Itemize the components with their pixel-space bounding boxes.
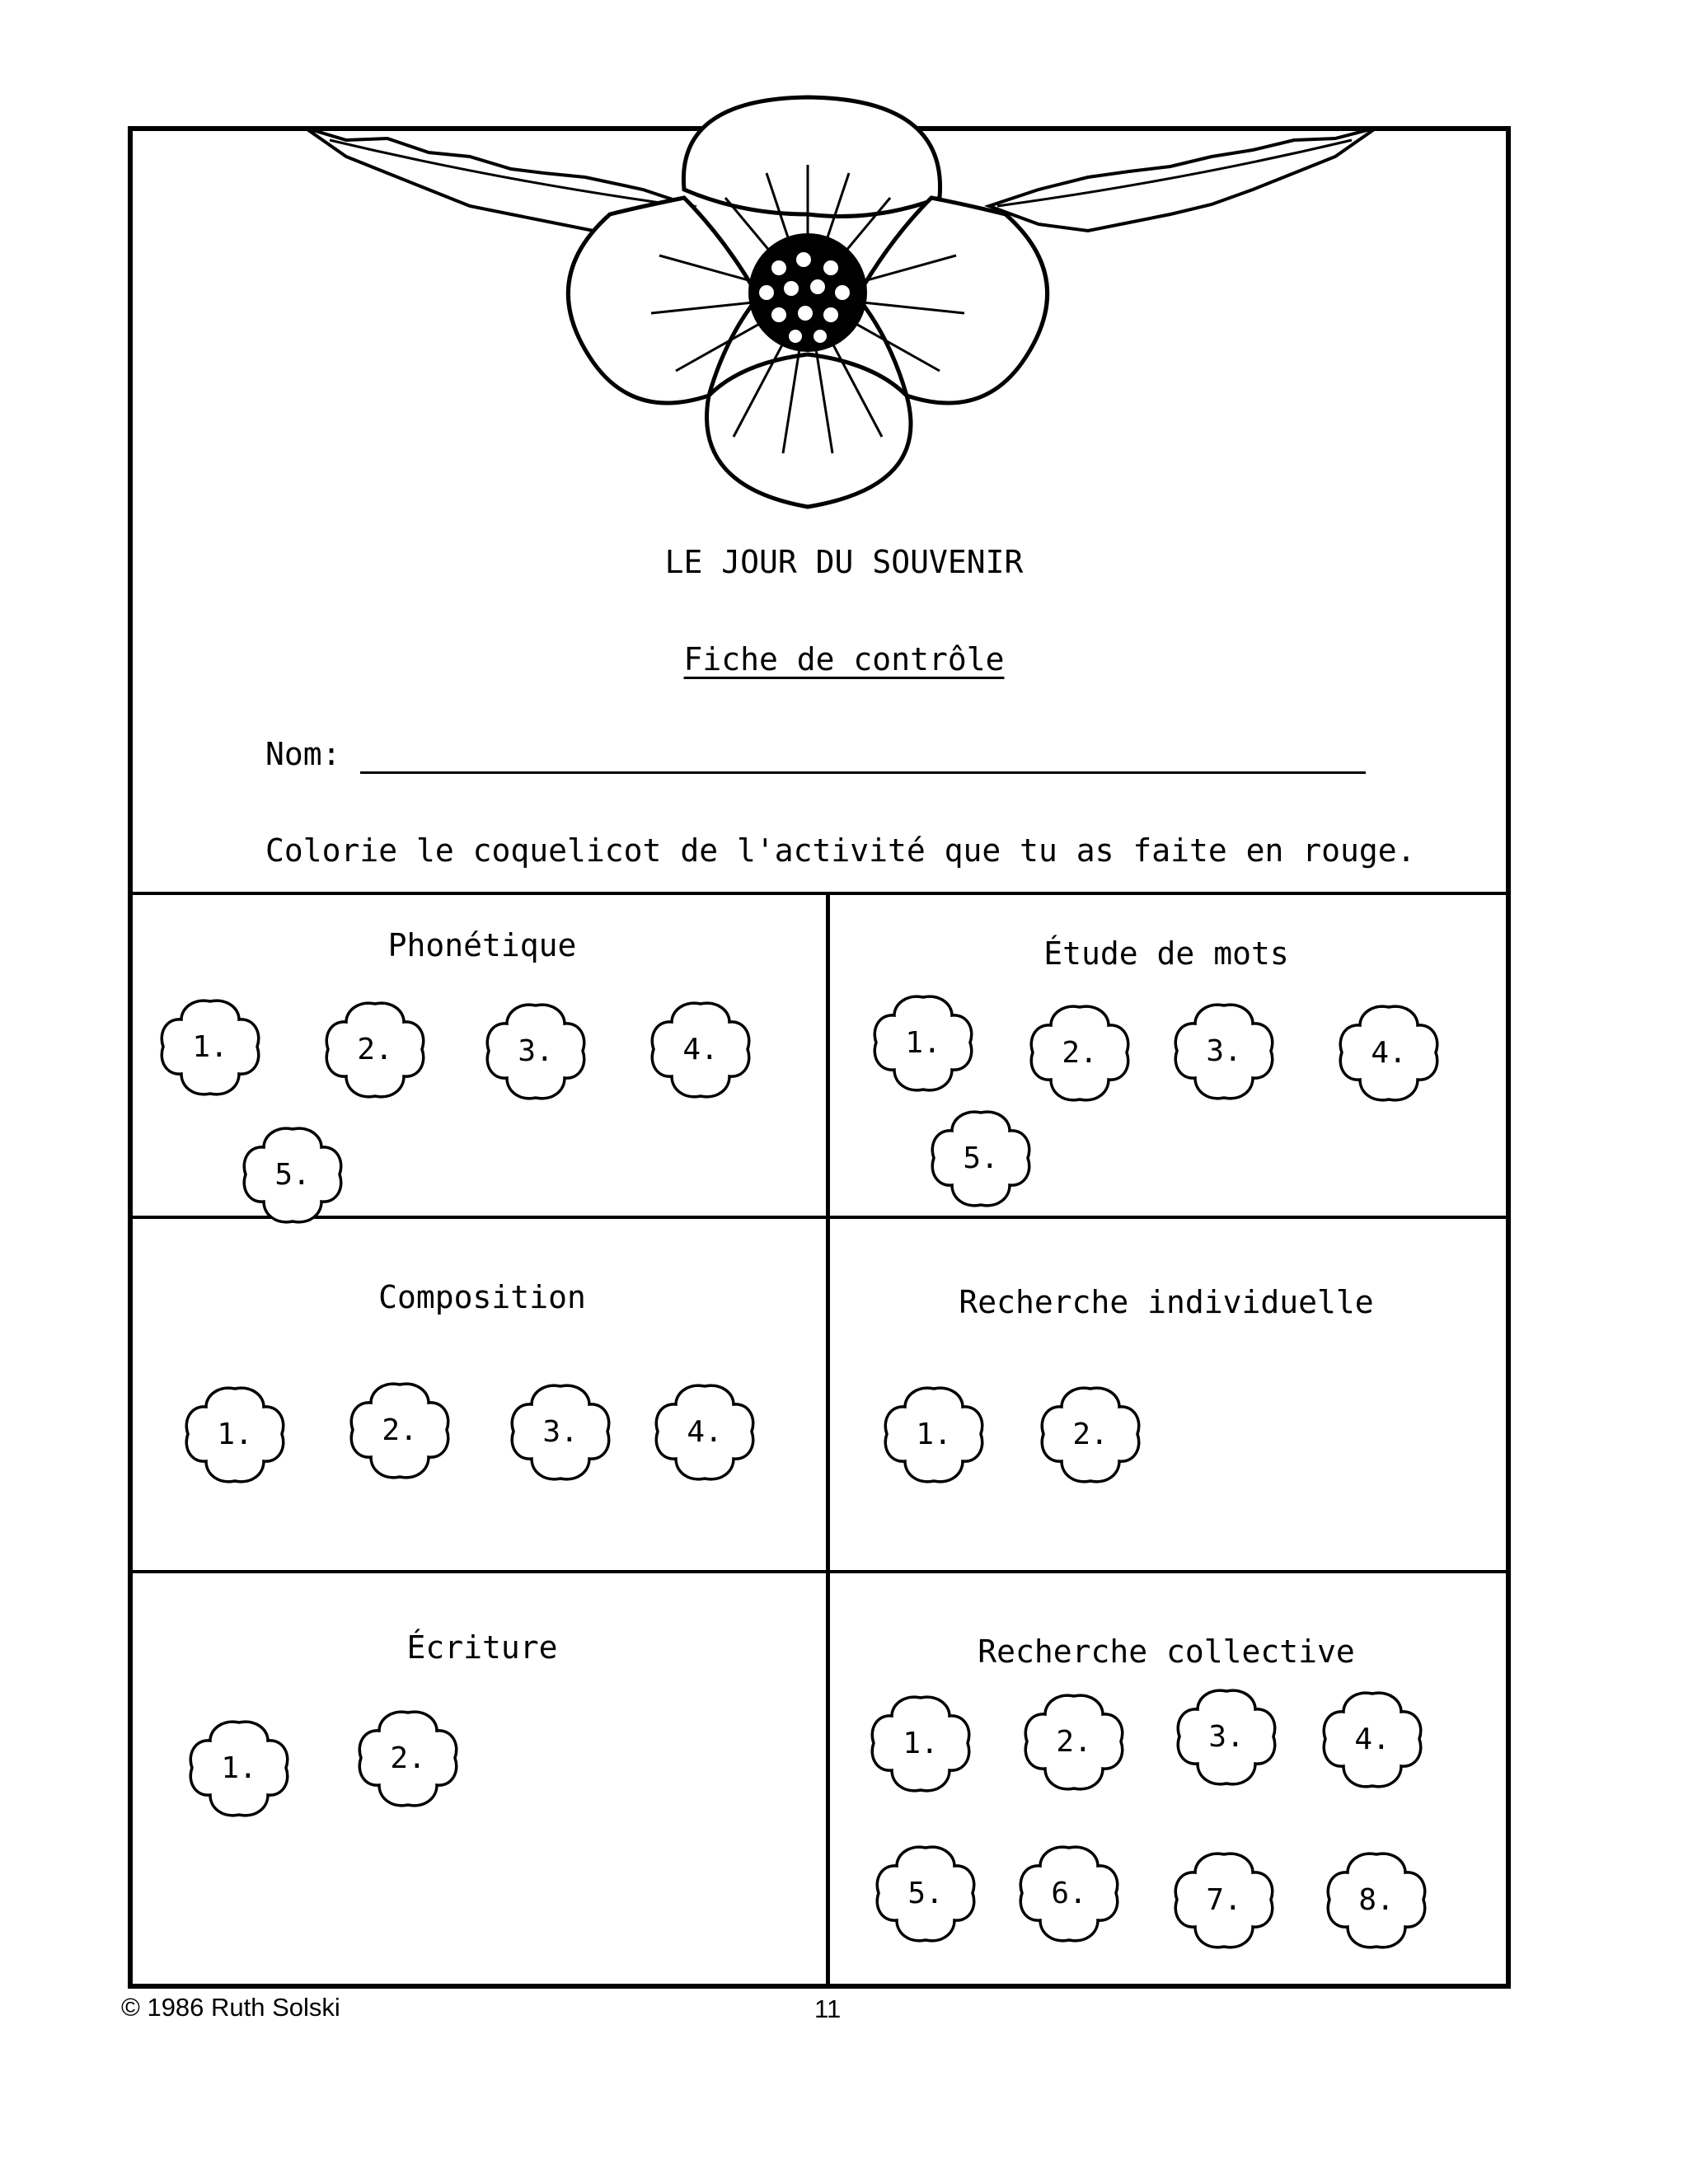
poppy-number: 3.	[1208, 1719, 1245, 1754]
poppy-checkbox[interactable]	[1170, 997, 1278, 1104]
poppy-center-icon	[748, 233, 867, 352]
poppy-number: 2.	[1072, 1417, 1109, 1451]
poppy-checkbox[interactable]	[239, 1121, 346, 1228]
poppy-number: 1.	[192, 1029, 228, 1064]
right-leaf-icon	[989, 128, 1376, 231]
poppy-number: 2.	[357, 1032, 393, 1066]
section-title-phonetique: Phonétique	[387, 927, 577, 963]
poppy-number: 4.	[1371, 1035, 1407, 1070]
poppy-checkbox[interactable]	[507, 1378, 614, 1485]
poppy-checkbox[interactable]	[927, 1104, 1034, 1212]
poppy-checkbox[interactable]	[1015, 1840, 1123, 1947]
poppy-checkbox[interactable]	[647, 996, 754, 1103]
poppy-number: 5.	[963, 1141, 999, 1175]
poppy-number: 1.	[905, 1025, 941, 1060]
grid-divider-row-2	[128, 1570, 1511, 1573]
instruction-text: Colorie le coquelicot de l'activité que tu as faite en rouge.	[265, 832, 1416, 869]
section-title-etude-de-mots: Étude de mots	[1043, 935, 1289, 972]
section-title-composition: Composition	[378, 1279, 586, 1315]
name-label: Nom:	[265, 736, 341, 772]
poppy-checkbox[interactable]	[1319, 1685, 1426, 1793]
poppy-checkbox[interactable]	[880, 1380, 987, 1488]
poppy-checkbox[interactable]	[181, 1380, 288, 1488]
poppy-checkbox[interactable]	[1335, 999, 1442, 1106]
poppy-checkbox[interactable]	[870, 989, 977, 1096]
poppy-checkbox[interactable]	[872, 1840, 979, 1947]
poppy-checkbox[interactable]	[1173, 1683, 1280, 1790]
section-title-recherche-individuelle: Recherche individuelle	[959, 1284, 1374, 1320]
poppy-checkbox[interactable]	[1026, 999, 1133, 1106]
poppy-number: 3.	[518, 1033, 554, 1068]
poppy-checkbox[interactable]	[1020, 1688, 1128, 1795]
poppy-number: 2.	[1056, 1724, 1092, 1759]
poppy-number: 4.	[687, 1414, 723, 1449]
poppy-number: 2.	[382, 1413, 418, 1447]
name-field[interactable]	[360, 771, 1366, 774]
poppy-checkbox[interactable]	[185, 1714, 293, 1821]
poppy-number: 4.	[1354, 1722, 1390, 1756]
poppy-checkbox[interactable]	[346, 1376, 453, 1483]
worksheet-subtitle: Fiche de contrôle	[683, 641, 1005, 677]
poppy-number: 3.	[542, 1414, 579, 1449]
poppy-number: 1.	[916, 1417, 952, 1451]
poppy-number: 5.	[274, 1157, 311, 1192]
worksheet-title: LE JOUR DU SOUVENIR	[664, 544, 1024, 580]
poppy-checkbox[interactable]	[1037, 1380, 1144, 1488]
poppy-number: 8.	[1358, 1882, 1395, 1917]
poppy-checkbox[interactable]	[354, 1704, 462, 1811]
poppy-checkbox[interactable]	[157, 993, 264, 1100]
poppy-checkbox[interactable]	[651, 1378, 758, 1485]
poppy-number: 2.	[1062, 1035, 1098, 1070]
poppy-number: 5.	[907, 1876, 944, 1910]
section-title-recherche-collective: Recherche collective	[978, 1633, 1355, 1670]
poppy-number: 2.	[390, 1741, 426, 1775]
page-number: 11	[814, 1994, 842, 2023]
poppy-number: 4.	[682, 1032, 719, 1066]
footer-copyright: © 1986 Ruth Solski	[121, 1993, 340, 2022]
poppy-number: 1.	[903, 1726, 939, 1760]
poppy-checkbox[interactable]	[482, 997, 589, 1104]
poppy-number: 3.	[1206, 1033, 1242, 1068]
poppy-flower-illustration	[297, 91, 1385, 519]
poppy-number: 6.	[1051, 1876, 1087, 1910]
grid-divider-vertical	[826, 892, 830, 1989]
poppy-number: 1.	[221, 1750, 257, 1785]
poppy-checkbox[interactable]	[321, 996, 429, 1103]
poppy-number: 7.	[1206, 1882, 1242, 1917]
poppy-checkbox[interactable]	[1323, 1846, 1430, 1953]
section-title-ecriture: Écriture	[406, 1629, 558, 1666]
poppy-number: 1.	[217, 1417, 253, 1451]
poppy-checkbox[interactable]	[867, 1690, 974, 1797]
poppy-checkbox[interactable]	[1170, 1846, 1278, 1953]
